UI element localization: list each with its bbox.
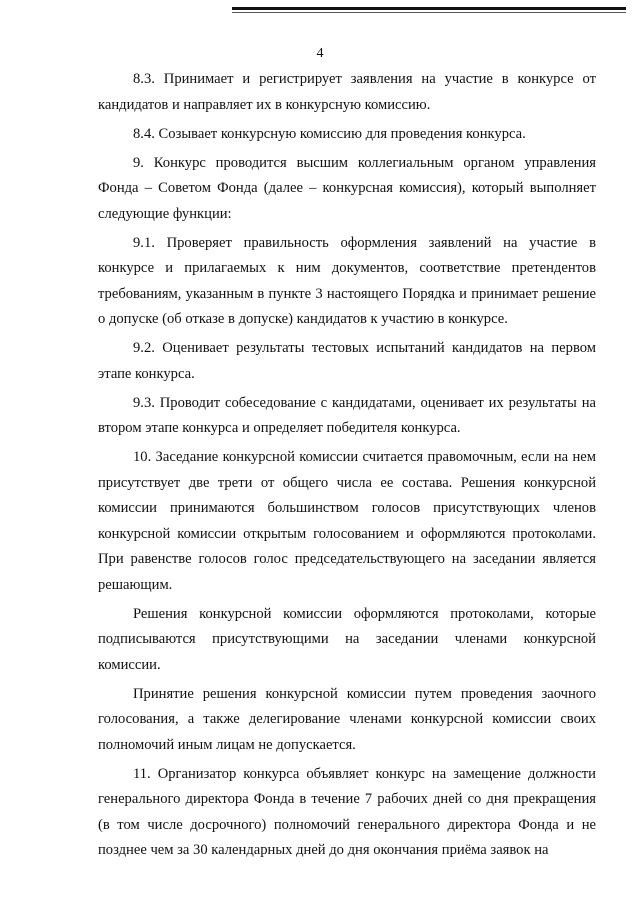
paragraph-absentee-voting: Принятие решения конкурсной комиссии путем проведения заочного голосования, а также делегирование членами конкурсной комиссии своих полномочий иным лицам не допускается. — [98, 685, 596, 753]
paragraph-8-4: 8.4. Созывает конкурсную комиссию для проведения конкурса. — [133, 125, 526, 142]
paragraph-9-3: 9.3. Проводит собеседование с кандидатами, оценивает их результаты на втором этапе конкурса и определяет победителя конкурса. — [98, 394, 596, 436]
paragraph-8-3: 8.3. Принимает и регистрирует заявления на участие в конкурсе от кандидатов и направляет их в конкурсную комиссию. — [98, 71, 596, 113]
top-rule-thin — [232, 12, 626, 13]
paragraph-10: 10. Заседание конкурсной комиссии считается правомочным, если на нем присутствует две трети от общего числа ее состава. Решения конкурсной комиссии принимаются большинством голосов присутствующих членов конкурсной комиссии открытым голосованием и оформляются протоколами. При равенстве голосов голос председательствующего на заседании является решающим. — [98, 449, 596, 593]
paragraph-9-2: 9.2. Оценивает результаты тестовых испытаний кандидатов на первом этапе конкурса. — [98, 340, 596, 382]
page-number: 4 — [316, 46, 324, 61]
paragraph-9-1: 9.1. Проверяет правильность оформления заявлений на участие в конкурсе и прилагаемых к ним документов, соответствие претендентов требованиям, указанным в пункте 3 настоящего Порядка и принимает решение о допуске (об отказе в допуске) кандидатов к участию в конкурсе. — [98, 234, 596, 327]
paragraph-11: 11. Организатор конкурса объявляет конкурс на замещение должности генерального директора Фонда в течение 7 рабочих дней со дня прекращения (в том числе досрочного) полномочий генерального директора Фонда и не позднее чем за 30 календарных дней до дня окончания приёма заявок на — [98, 765, 596, 858]
document-body — [98, 67, 596, 867]
top-rule — [232, 7, 626, 10]
paragraph-decisions: Решения конкурсной комиссии оформляются протоколами, которые подписываются присутствующими на заседании членами конкурсной комиссии. — [98, 605, 596, 673]
paragraph-9: 9. Конкурс проводится высшим коллегиальным органом управления Фонда – Советом Фонда (далее – конкурсная комиссия), который выполняет следующие функции: — [98, 154, 596, 222]
